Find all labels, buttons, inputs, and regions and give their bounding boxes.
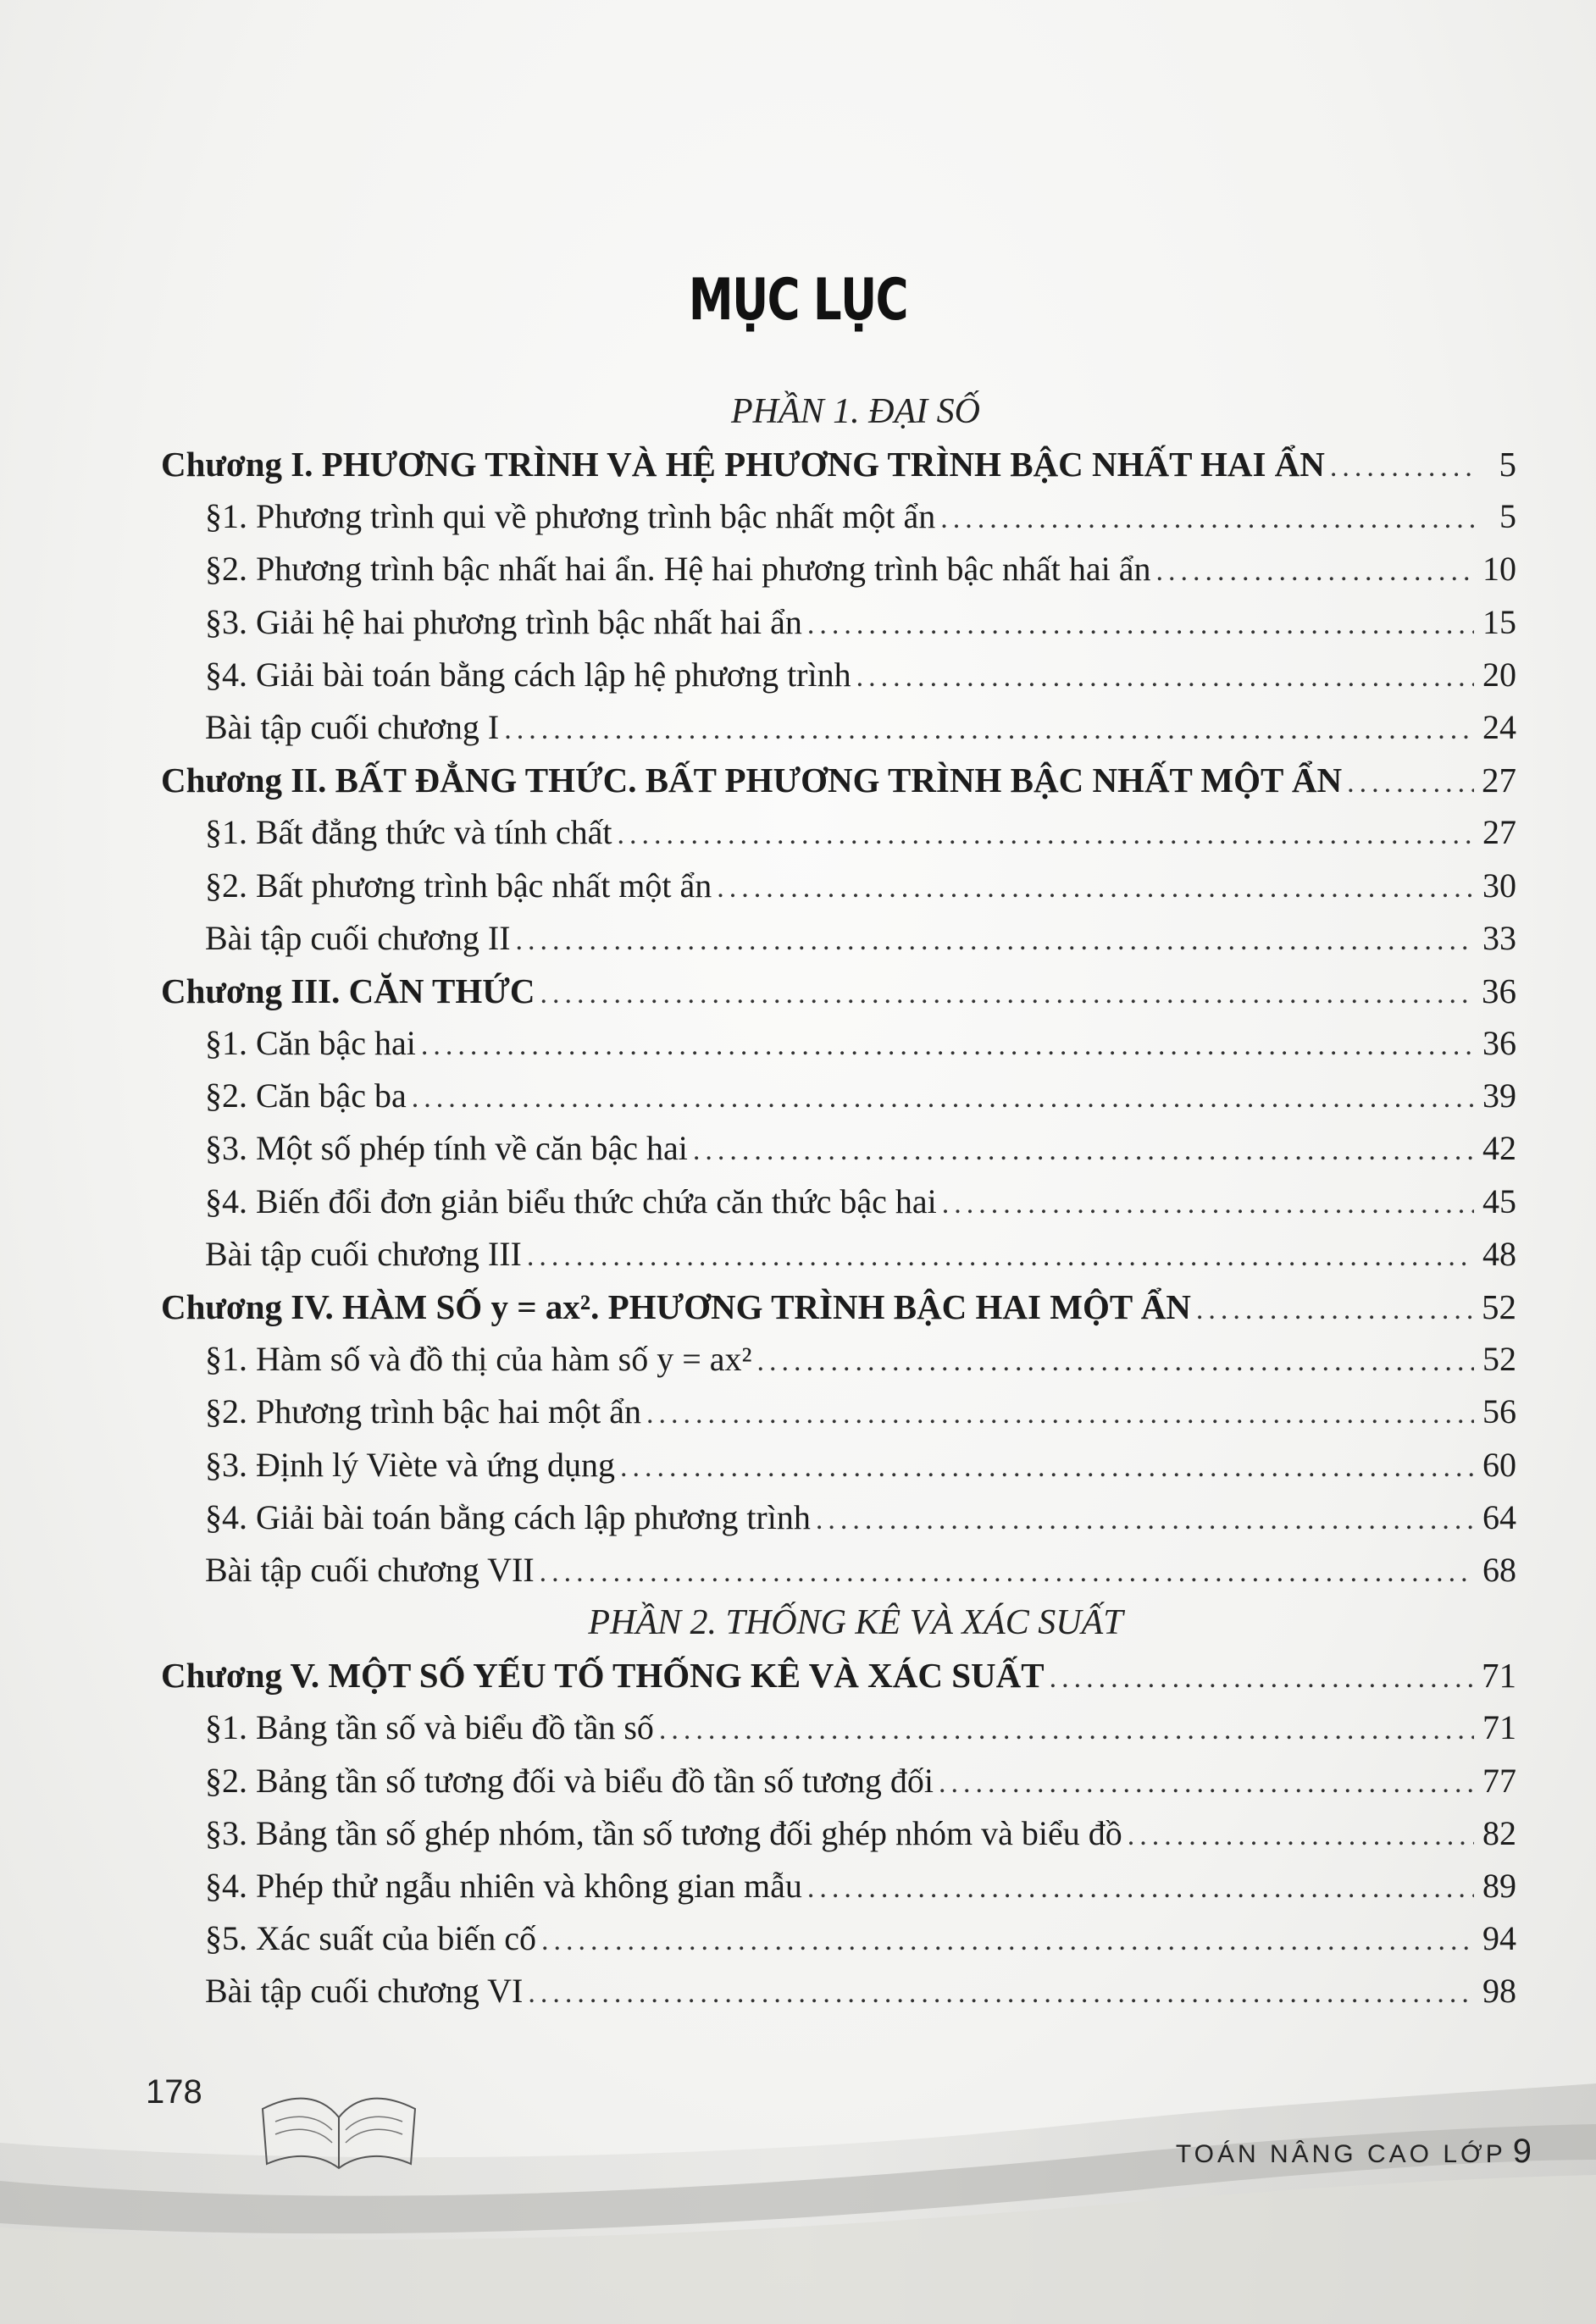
dot-leader xyxy=(757,1336,1474,1388)
chapter-title: Chương I. PHƯƠNG TRÌNH VÀ HỆ PHƯƠNG TRÌNH BẬC NHẤT HAI ẨN xyxy=(161,445,1325,484)
section-title: Bài tập cuối chương I xyxy=(205,707,500,746)
section-page-number: 30 xyxy=(1482,866,1516,905)
toc-section-row xyxy=(161,1386,1516,1438)
section-title: Bài tập cuối chương II xyxy=(205,918,511,957)
section-page-number: 39 xyxy=(1482,1076,1516,1115)
section-page-number: 42 xyxy=(1482,1129,1516,1168)
section-title: Bài tập cuối chương VI xyxy=(205,1972,524,2011)
toc-section-row xyxy=(161,1965,1516,2017)
section-title: §2. Phương trình bậc hai một ẩn xyxy=(205,1392,641,1431)
section-page-number: 82 xyxy=(1482,1813,1516,1852)
toc-section-row xyxy=(161,596,1516,649)
section-page-number: 24 xyxy=(1482,707,1516,746)
section-title: §1. Bảng tần số và biểu đồ tần số xyxy=(205,1708,654,1747)
chapter-title: Chương III. CĂN THỨC xyxy=(161,971,535,1010)
dot-leader xyxy=(421,1020,1474,1072)
toc-section-row xyxy=(161,912,1516,965)
section-page-number: 36 xyxy=(1482,1024,1516,1063)
dot-leader xyxy=(540,1547,1474,1599)
dot-leader xyxy=(659,1704,1474,1757)
book-grade: 9 xyxy=(1512,2133,1532,2170)
dot-leader xyxy=(1330,441,1474,494)
dot-leader xyxy=(1196,1284,1474,1336)
toc-section-row xyxy=(161,1755,1516,1807)
chapter-page-number: 5 xyxy=(1499,445,1516,484)
section-title: §1. Phương trình qui về phương trình bậc nhất một ẩn xyxy=(205,497,936,536)
toc-section-row xyxy=(161,1176,1516,1228)
chapter-page-number: 36 xyxy=(1482,971,1516,1010)
section-page-number: 27 xyxy=(1482,813,1516,852)
dot-leader xyxy=(807,599,1474,651)
page-title: MỤC LỤC xyxy=(688,267,908,334)
dot-leader xyxy=(620,1441,1474,1494)
toc-section-row xyxy=(161,543,1516,595)
toc-section-row xyxy=(161,1439,1516,1491)
chapter-page-number: 52 xyxy=(1482,1287,1516,1326)
section-page-number: 60 xyxy=(1482,1445,1516,1484)
chapter-title: Chương IV. HÀM SỐ y = ax². PHƯƠNG TRÌNH BẬC HAI MỘT ẨN xyxy=(161,1287,1191,1326)
section-page-number: 64 xyxy=(1482,1497,1516,1536)
section-title: §2. Căn bậc ba xyxy=(205,1076,407,1115)
dot-leader xyxy=(807,1862,1474,1915)
section-page-number: 56 xyxy=(1482,1392,1516,1431)
toc-section-row xyxy=(161,1860,1516,1912)
section-page-number: 89 xyxy=(1482,1866,1516,1905)
toc-section-row xyxy=(161,806,1516,859)
dot-leader xyxy=(516,915,1474,967)
toc-section-row xyxy=(161,1544,1516,1596)
footer-decoration xyxy=(0,2033,1596,2324)
toc-section-row xyxy=(161,1912,1516,1965)
section-title: Bài tập cuối chương VII xyxy=(205,1550,535,1589)
dot-leader xyxy=(540,968,1474,1021)
section-title: Bài tập cuối chương III xyxy=(205,1234,522,1273)
dot-leader xyxy=(1347,757,1474,810)
dot-leader xyxy=(1156,545,1474,598)
section-title: §3. Một số phép tính về căn bậc hai xyxy=(205,1129,688,1168)
dot-leader xyxy=(693,1125,1474,1177)
open-book-icon xyxy=(254,2083,424,2177)
toc-section-row xyxy=(161,1070,1516,1122)
table-of-contents xyxy=(161,385,1516,2017)
dot-leader xyxy=(940,493,1474,545)
section-page-number: 98 xyxy=(1482,1972,1516,2011)
dot-leader xyxy=(528,1967,1474,2020)
section-page-number: 71 xyxy=(1482,1708,1516,1747)
toc-section-row xyxy=(161,1017,1516,1070)
toc-chapter-row xyxy=(161,1649,1516,1702)
section-title: §4. Giải bài toán bằng cách lập hệ phương trình xyxy=(205,655,851,694)
toc-chapter-row xyxy=(161,438,1516,490)
dot-leader xyxy=(856,651,1474,704)
toc-section-row xyxy=(161,1491,1516,1544)
toc-section-row xyxy=(161,1702,1516,1754)
chapter-title: Chương V. MỘT SỐ YẾU TỐ THỐNG KÊ VÀ XÁC SUẤT xyxy=(161,1656,1045,1696)
book-title-text: TOÁN NÂNG CAO LỚP xyxy=(1175,2140,1506,2168)
dot-leader xyxy=(646,1388,1474,1441)
section-title: §4. Giải bài toán bằng cách lập phương trình xyxy=(205,1497,811,1536)
dot-leader xyxy=(412,1072,1474,1125)
page-number: 178 xyxy=(146,2073,202,2111)
section-page-number: 15 xyxy=(1482,602,1516,641)
section-title: §4. Phép thử ngẫu nhiên và không gian mẫu xyxy=(205,1866,802,1905)
section-page-number: 94 xyxy=(1482,1919,1516,1958)
toc-chapter-row xyxy=(161,965,1516,1017)
section-page-number: 48 xyxy=(1482,1234,1516,1273)
dot-leader xyxy=(717,862,1474,915)
chapter-page-number: 27 xyxy=(1482,761,1516,800)
dot-leader xyxy=(942,1178,1474,1231)
dot-leader xyxy=(527,1231,1474,1283)
section-title: §1. Bất đẳng thức và tính chất xyxy=(205,813,612,852)
section-page-number: 20 xyxy=(1482,655,1516,694)
book-title xyxy=(1176,2133,1532,2171)
dot-leader xyxy=(504,704,1474,756)
section-page-number: 10 xyxy=(1482,550,1516,589)
dot-leader xyxy=(541,1915,1474,1967)
toc-section-row xyxy=(161,1228,1516,1281)
toc-section-row xyxy=(161,860,1516,912)
toc-chapter-row xyxy=(161,754,1516,806)
section-page-number: 33 xyxy=(1482,918,1516,957)
chapter-page-number: 71 xyxy=(1482,1656,1516,1696)
section-title: §4. Biến đổi đơn giản biểu thức chứa căn thức bậc hai xyxy=(205,1181,937,1220)
part-heading: PHẦN 2. THỐNG KÊ VÀ XÁC SUẤT xyxy=(588,1603,1123,1643)
toc-chapter-row xyxy=(161,1281,1516,1333)
dot-leader xyxy=(617,809,1474,861)
toc-section-row xyxy=(161,1122,1516,1175)
section-title: §5. Xác suất của biến cố xyxy=(205,1919,536,1958)
section-page-number: 77 xyxy=(1482,1761,1516,1800)
section-title: §1. Căn bậc hai xyxy=(205,1024,416,1063)
section-page-number: 45 xyxy=(1482,1181,1516,1220)
section-page-number: 68 xyxy=(1482,1550,1516,1589)
toc-section-row xyxy=(161,1333,1516,1386)
section-title: §3. Giải hệ hai phương trình bậc nhất hai ẩn xyxy=(205,602,802,641)
dot-leader xyxy=(939,1757,1474,1810)
section-page-number: 5 xyxy=(1499,497,1516,536)
section-page-number: 52 xyxy=(1482,1340,1516,1379)
dot-leader xyxy=(816,1494,1474,1547)
toc-section-row xyxy=(161,490,1516,543)
section-title: §2. Bảng tần số tương đối và biểu đồ tần số tương đối xyxy=(205,1761,934,1800)
section-title: §2. Bất phương trình bậc nhất một ẩn xyxy=(205,866,712,905)
section-title: §2. Phương trình bậc nhất hai ẩn. Hệ hai phương trình bậc nhất hai ẩn xyxy=(205,550,1151,589)
toc-section-row xyxy=(161,1807,1516,1860)
section-title: §1. Hàm số và đồ thị của hàm số y = ax² xyxy=(205,1340,752,1379)
chapter-title: Chương II. BẤT ĐẲNG THỨC. BẤT PHƯƠNG TRÌNH BẬC NHẤT MỘT ẨN xyxy=(161,761,1343,800)
toc-section-row xyxy=(161,701,1516,754)
dot-leader xyxy=(1128,1810,1474,1862)
dot-leader xyxy=(1050,1652,1474,1705)
section-title: §3. Định lý Viète và ứng dụng xyxy=(205,1445,616,1484)
part-heading: PHẦN 1. ĐẠI SỐ xyxy=(731,392,980,431)
toc-section-row xyxy=(161,649,1516,701)
section-title: §3. Bảng tần số ghép nhóm, tần số tương đối ghép nhóm và biểu đồ xyxy=(205,1813,1122,1852)
